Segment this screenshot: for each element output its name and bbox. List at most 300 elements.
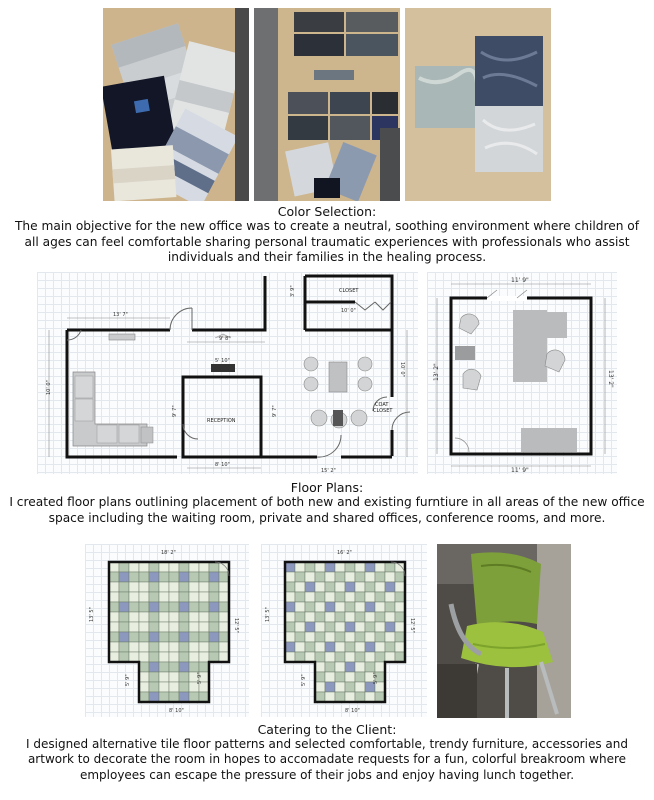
floor-tile bbox=[219, 572, 229, 582]
floor-tile bbox=[179, 612, 189, 622]
floor-tile bbox=[209, 652, 219, 662]
floor-tile bbox=[315, 602, 325, 612]
floor-tile bbox=[169, 672, 179, 682]
floor-tile bbox=[375, 582, 385, 592]
floor-tile bbox=[305, 652, 315, 662]
floor-tile bbox=[189, 692, 199, 702]
floor-tile bbox=[385, 592, 395, 602]
floor-tile bbox=[179, 662, 189, 672]
floor-tile bbox=[149, 682, 159, 692]
office-dim-right: 13' 2" bbox=[607, 370, 614, 388]
floor-tile bbox=[345, 652, 355, 662]
floor-tile bbox=[139, 652, 149, 662]
floor-tile bbox=[355, 562, 365, 572]
floor-tile bbox=[295, 652, 305, 662]
floor-tile bbox=[169, 692, 179, 702]
floor-tile bbox=[385, 622, 395, 632]
floor-tile bbox=[119, 572, 129, 582]
floor-tile bbox=[285, 582, 295, 592]
floor-tile bbox=[385, 642, 395, 652]
closet-label: CLOSET bbox=[339, 288, 359, 294]
color-selection-title: Color Selection: bbox=[277, 204, 377, 219]
floor-tile bbox=[295, 572, 305, 582]
floor-tile bbox=[109, 602, 119, 612]
floor-tile bbox=[395, 622, 405, 632]
floor-tile bbox=[169, 682, 179, 692]
floor-tile bbox=[149, 632, 159, 642]
floor-tile bbox=[385, 632, 395, 642]
floor-tile bbox=[109, 612, 119, 622]
floor-tile bbox=[219, 562, 229, 572]
floor-tile bbox=[199, 632, 209, 642]
floor-tile bbox=[139, 682, 149, 692]
floor-tile bbox=[179, 652, 189, 662]
floor-tile bbox=[395, 632, 405, 642]
floor-tile bbox=[375, 622, 385, 632]
floor-tile bbox=[345, 562, 355, 572]
floor-tile bbox=[129, 592, 139, 602]
floor-tile bbox=[375, 562, 385, 572]
floor-tile bbox=[209, 612, 219, 622]
floor-tile bbox=[305, 602, 315, 612]
floor-tile bbox=[109, 582, 119, 592]
floor-tile bbox=[395, 642, 405, 652]
floor-tile bbox=[199, 622, 209, 632]
floor-tile bbox=[375, 642, 385, 652]
coat-closet-label-2: CLOSET bbox=[373, 408, 393, 414]
floor-tile bbox=[355, 672, 365, 682]
floor-tile bbox=[219, 642, 229, 652]
tile-dim-dim-top: 18' 2" bbox=[161, 550, 176, 556]
floor-tile bbox=[365, 622, 375, 632]
floor-tile bbox=[109, 642, 119, 652]
floor-tile bbox=[159, 632, 169, 642]
floor-tile bbox=[179, 632, 189, 642]
tile-dim-dim-bottom: 8' 10" bbox=[169, 708, 184, 714]
floor-tile bbox=[139, 602, 149, 612]
floor-tile bbox=[169, 592, 179, 602]
floor-tile bbox=[139, 562, 149, 572]
floor-tile bbox=[315, 612, 325, 622]
floor-tile bbox=[315, 672, 325, 682]
floor-tile bbox=[209, 622, 219, 632]
floor-tile bbox=[325, 692, 335, 702]
dim-right-label: 10' 0" bbox=[399, 362, 405, 377]
floor-tile bbox=[345, 612, 355, 622]
floor-tile bbox=[139, 612, 149, 622]
floor-tile bbox=[285, 622, 295, 632]
floor-tile bbox=[159, 602, 169, 612]
floor-tile bbox=[365, 592, 375, 602]
floor-tile bbox=[149, 562, 159, 572]
carpet-sample-photo bbox=[254, 8, 400, 201]
floor-tile bbox=[149, 652, 159, 662]
dim-closet-label: 10' 0" bbox=[341, 308, 356, 314]
floor-tile bbox=[335, 642, 345, 652]
floor-tile bbox=[209, 592, 219, 602]
floor-tile bbox=[295, 562, 305, 572]
floor-tile bbox=[375, 612, 385, 622]
floor-tile bbox=[345, 582, 355, 592]
floor-tile bbox=[315, 682, 325, 692]
floor-tile bbox=[325, 562, 335, 572]
floor-tile bbox=[209, 572, 219, 582]
floor-tile bbox=[179, 572, 189, 582]
floor-tile bbox=[129, 652, 139, 662]
floor-tile bbox=[345, 622, 355, 632]
floor-tile bbox=[315, 652, 325, 662]
floor-tile bbox=[129, 562, 139, 572]
floor-tile bbox=[139, 662, 149, 672]
green-chair-photo bbox=[437, 544, 571, 718]
floor-tile bbox=[139, 672, 149, 682]
floor-tile bbox=[335, 692, 345, 702]
floor-tile bbox=[209, 562, 219, 572]
floor-tile bbox=[109, 592, 119, 602]
floor-tile bbox=[189, 572, 199, 582]
floor-tile bbox=[109, 632, 119, 642]
dim-rec-right-label: 9' 7" bbox=[272, 405, 278, 417]
floor-tile bbox=[159, 612, 169, 622]
floor-tile bbox=[345, 572, 355, 582]
floor-tile bbox=[285, 602, 295, 612]
floor-tile bbox=[325, 622, 335, 632]
floor-tile bbox=[365, 602, 375, 612]
floor-tile bbox=[119, 632, 129, 642]
floor-tile bbox=[315, 572, 325, 582]
reception-label: RECEPTION bbox=[207, 418, 236, 424]
floor-tile bbox=[365, 612, 375, 622]
office-dim-left: 13' 2" bbox=[433, 363, 440, 381]
floor-tile bbox=[189, 652, 199, 662]
floor-tile bbox=[355, 602, 365, 612]
floor-tile bbox=[385, 562, 395, 572]
floor-tile bbox=[325, 632, 335, 642]
floor-tile bbox=[219, 652, 229, 662]
floor-tile bbox=[285, 632, 295, 642]
floor-tile bbox=[325, 612, 335, 622]
floor-tile bbox=[345, 682, 355, 692]
floor-tile bbox=[209, 582, 219, 592]
floor-tile bbox=[295, 632, 305, 642]
floor-tile bbox=[159, 642, 169, 652]
floor-tile bbox=[139, 572, 149, 582]
floor-tile bbox=[149, 662, 159, 672]
floor-tile bbox=[219, 592, 229, 602]
floor-tile bbox=[179, 582, 189, 592]
floor-tile bbox=[149, 582, 159, 592]
floor-tile bbox=[169, 572, 179, 582]
floor-tile bbox=[139, 632, 149, 642]
floor-tile bbox=[325, 652, 335, 662]
floor-tile bbox=[365, 582, 375, 592]
tile-dim-dim-right: 12' 5" bbox=[233, 618, 239, 633]
floor-tile bbox=[219, 612, 229, 622]
floor-tile bbox=[159, 662, 169, 672]
floor-tile bbox=[149, 642, 159, 652]
floor-tile bbox=[365, 572, 375, 582]
floor-tile bbox=[375, 592, 385, 602]
floor-tile bbox=[305, 572, 315, 582]
floor-tile bbox=[325, 662, 335, 672]
floor-tile bbox=[189, 582, 199, 592]
floor-tile bbox=[219, 582, 229, 592]
floor-tile bbox=[169, 662, 179, 672]
floor-tile bbox=[149, 612, 159, 622]
floor-tile bbox=[129, 612, 139, 622]
floor-tile bbox=[345, 692, 355, 702]
floor-tile bbox=[295, 612, 305, 622]
floor-tile bbox=[199, 582, 209, 592]
floor-tile bbox=[305, 562, 315, 572]
floor-tile bbox=[285, 572, 295, 582]
floor-tile bbox=[395, 572, 405, 582]
floor-tile bbox=[199, 602, 209, 612]
office-dim-bottom: 11' 9" bbox=[511, 467, 529, 474]
coat-closet-label-1: COAT bbox=[375, 402, 389, 408]
floor-tile bbox=[179, 622, 189, 632]
floor-tile bbox=[285, 562, 295, 572]
floor-plans-body: I created floor plans outlining placement of both new and existing furntiure in all areas of the new office space including the waiting room, private and shared offices, conference rooms, and more. bbox=[9, 495, 645, 525]
floor-tile bbox=[305, 612, 315, 622]
floor-tile bbox=[335, 682, 345, 692]
floor-tile bbox=[189, 602, 199, 612]
floor-tile bbox=[149, 602, 159, 612]
floor-tile bbox=[169, 602, 179, 612]
floor-tile bbox=[325, 672, 335, 682]
tile-dim-dim-notch-left: 5' 9" bbox=[125, 674, 131, 686]
floor-tile bbox=[355, 572, 365, 582]
floor-tile bbox=[385, 612, 395, 622]
floor-tile bbox=[345, 662, 355, 672]
floor-tile bbox=[119, 582, 129, 592]
floor-tile bbox=[189, 612, 199, 622]
floor-tile bbox=[315, 692, 325, 702]
dim-left-label: 10' 0" bbox=[46, 380, 52, 395]
floor-tile bbox=[345, 592, 355, 602]
floor-tile bbox=[305, 582, 315, 592]
floor-tile bbox=[139, 642, 149, 652]
floor-tile bbox=[149, 672, 159, 682]
dim-mid-label: 9' 8" bbox=[219, 336, 231, 342]
floor-tile bbox=[345, 642, 355, 652]
floor-tile bbox=[179, 602, 189, 612]
floor-tile bbox=[385, 572, 395, 582]
floor-tile bbox=[179, 562, 189, 572]
floor-tile bbox=[295, 602, 305, 612]
floor-tile bbox=[315, 662, 325, 672]
floor-tile bbox=[199, 662, 209, 672]
tile-floor-plan-1 bbox=[85, 544, 249, 717]
office-floor-plan bbox=[427, 272, 617, 474]
color-selection-body: The main objective for the new office was to create a neutral, soothing environment where children of all ages can feel comfortable sharing personal traumatic experiences with professionals who assist individuals and their families in the healing process. bbox=[14, 219, 640, 264]
floor-tile bbox=[119, 612, 129, 622]
floor-tile bbox=[335, 562, 345, 572]
floor-tile bbox=[159, 572, 169, 582]
floor-tile bbox=[335, 622, 345, 632]
floor-tile bbox=[345, 632, 355, 642]
floor-tile bbox=[395, 652, 405, 662]
tile-dim-dim-left: 13' 5" bbox=[265, 607, 271, 622]
floor-tile bbox=[109, 572, 119, 582]
office-dim-top: 11' 9" bbox=[511, 277, 529, 284]
floor-tile bbox=[129, 572, 139, 582]
floor-tile bbox=[109, 652, 119, 662]
floor-tile bbox=[119, 592, 129, 602]
floor-tile bbox=[199, 652, 209, 662]
floor-tile bbox=[315, 622, 325, 632]
floor-tile bbox=[129, 622, 139, 632]
floor-tile bbox=[179, 592, 189, 602]
floor-tile bbox=[169, 582, 179, 592]
floor-tile bbox=[285, 592, 295, 602]
floor-tile bbox=[149, 592, 159, 602]
floor-tile bbox=[335, 672, 345, 682]
floor-tile bbox=[375, 572, 385, 582]
paint-swatch-photo bbox=[103, 8, 249, 201]
floor-tile bbox=[365, 652, 375, 662]
floor-tile bbox=[295, 582, 305, 592]
tile-dim-dim-notch-right: 5' 9" bbox=[373, 672, 379, 684]
floor-tile bbox=[149, 622, 159, 632]
floor-tile bbox=[129, 582, 139, 592]
floor-tile bbox=[285, 612, 295, 622]
floor-tile bbox=[149, 572, 159, 582]
dim-small-label: 5' 10" bbox=[215, 358, 230, 364]
floor-tile bbox=[209, 642, 219, 652]
floor-tile bbox=[109, 562, 119, 572]
dim-door-label: 15' 2" bbox=[321, 468, 336, 474]
floor-tile bbox=[305, 632, 315, 642]
floor-tile bbox=[375, 602, 385, 612]
tile-dim-dim-top: 16' 2" bbox=[337, 550, 352, 556]
floor-tile bbox=[219, 602, 229, 612]
tile-dim-dim-notch-left: 5' 9" bbox=[301, 674, 307, 686]
floor-tile bbox=[315, 642, 325, 652]
floor-tile bbox=[129, 642, 139, 652]
floor-tile bbox=[199, 612, 209, 622]
floor-tile bbox=[335, 632, 345, 642]
floor-tile bbox=[169, 562, 179, 572]
floor-tile bbox=[355, 642, 365, 652]
floor-tile bbox=[315, 582, 325, 592]
dim-v1-label: 3' 9" bbox=[290, 285, 296, 297]
floor-tile bbox=[315, 562, 325, 572]
floor-tile bbox=[365, 562, 375, 572]
floor-tile bbox=[385, 582, 395, 592]
floor-tile bbox=[295, 592, 305, 602]
floor-tile bbox=[189, 592, 199, 602]
tile-floor-plan-2 bbox=[261, 544, 427, 717]
floor-tile bbox=[179, 672, 189, 682]
floor-tile bbox=[395, 562, 405, 572]
floor-tile bbox=[355, 582, 365, 592]
catering-title: Catering to the Client: bbox=[257, 722, 397, 737]
floor-tile bbox=[305, 642, 315, 652]
floor-tile bbox=[295, 622, 305, 632]
floor-tile bbox=[325, 682, 335, 692]
floor-tile bbox=[365, 662, 375, 672]
floor-tile bbox=[139, 622, 149, 632]
floor-tile bbox=[355, 592, 365, 602]
main-floor-plan bbox=[37, 272, 418, 474]
tile-dim-dim-notch-right: 5' 9" bbox=[197, 672, 203, 684]
catering-body: I designed alternative tile floor patterns and selected comfortable, trendy furniture, accessories and artwork to decorate the room in hopes to accomadate requests for a fun, colorful breakroom where employees can escape the pressure of their jobs and enjoy having lunch together. bbox=[26, 737, 628, 782]
floor-tile bbox=[219, 622, 229, 632]
floor-tile bbox=[325, 582, 335, 592]
floor-tile bbox=[335, 662, 345, 672]
floor-tile bbox=[179, 692, 189, 702]
floor-tile bbox=[305, 622, 315, 632]
floor-tile bbox=[335, 572, 345, 582]
floor-tile bbox=[169, 622, 179, 632]
floor-tile bbox=[149, 692, 159, 702]
floor-tile bbox=[355, 622, 365, 632]
floor-tile bbox=[119, 642, 129, 652]
floor-tile bbox=[199, 642, 209, 652]
floor-tile bbox=[375, 662, 385, 672]
floor-tile bbox=[119, 652, 129, 662]
tile-dim-dim-bottom: 8' 10" bbox=[345, 708, 360, 714]
floor-tile bbox=[169, 632, 179, 642]
floor-tile bbox=[119, 622, 129, 632]
floor-tile bbox=[395, 612, 405, 622]
floor-tile bbox=[375, 632, 385, 642]
floor-tile bbox=[285, 642, 295, 652]
floor-tile bbox=[139, 692, 149, 702]
floor-tile bbox=[139, 582, 149, 592]
floor-tile bbox=[159, 692, 169, 702]
floor-tile bbox=[189, 662, 199, 672]
floor-tile bbox=[209, 632, 219, 642]
floor-tile bbox=[169, 612, 179, 622]
floor-tile bbox=[335, 652, 345, 662]
floor-tile bbox=[189, 562, 199, 572]
floor-tile bbox=[315, 592, 325, 602]
floor-tile bbox=[375, 692, 385, 702]
floor-tile bbox=[159, 622, 169, 632]
floor-tile bbox=[325, 602, 335, 612]
floor-tile bbox=[395, 602, 405, 612]
floor-tile bbox=[199, 572, 209, 582]
floor-tile bbox=[199, 692, 209, 702]
dim-bottom-label: 8' 10" bbox=[215, 462, 230, 468]
floor-tile bbox=[375, 652, 385, 662]
floor-tile bbox=[129, 632, 139, 642]
floor-tile bbox=[325, 642, 335, 652]
floor-tile bbox=[169, 642, 179, 652]
floor-tile bbox=[355, 652, 365, 662]
tile-dim-dim-right: 12' 5" bbox=[409, 618, 415, 633]
floor-tile bbox=[395, 582, 405, 592]
floor-tile bbox=[335, 612, 345, 622]
floor-tile bbox=[345, 602, 355, 612]
floor-tile bbox=[315, 632, 325, 642]
floor-tile bbox=[365, 642, 375, 652]
floor-tile bbox=[159, 582, 169, 592]
floor-tile bbox=[179, 642, 189, 652]
floor-tile bbox=[219, 632, 229, 642]
floor-tile bbox=[355, 692, 365, 702]
tile-dim-dim-left: 13' 5" bbox=[89, 607, 95, 622]
floor-tile bbox=[189, 622, 199, 632]
floor-tile bbox=[285, 652, 295, 662]
floor-tile bbox=[365, 692, 375, 702]
floor-tile bbox=[159, 682, 169, 692]
floor-tile bbox=[119, 602, 129, 612]
floor-tile bbox=[355, 612, 365, 622]
floor-tile bbox=[325, 572, 335, 582]
